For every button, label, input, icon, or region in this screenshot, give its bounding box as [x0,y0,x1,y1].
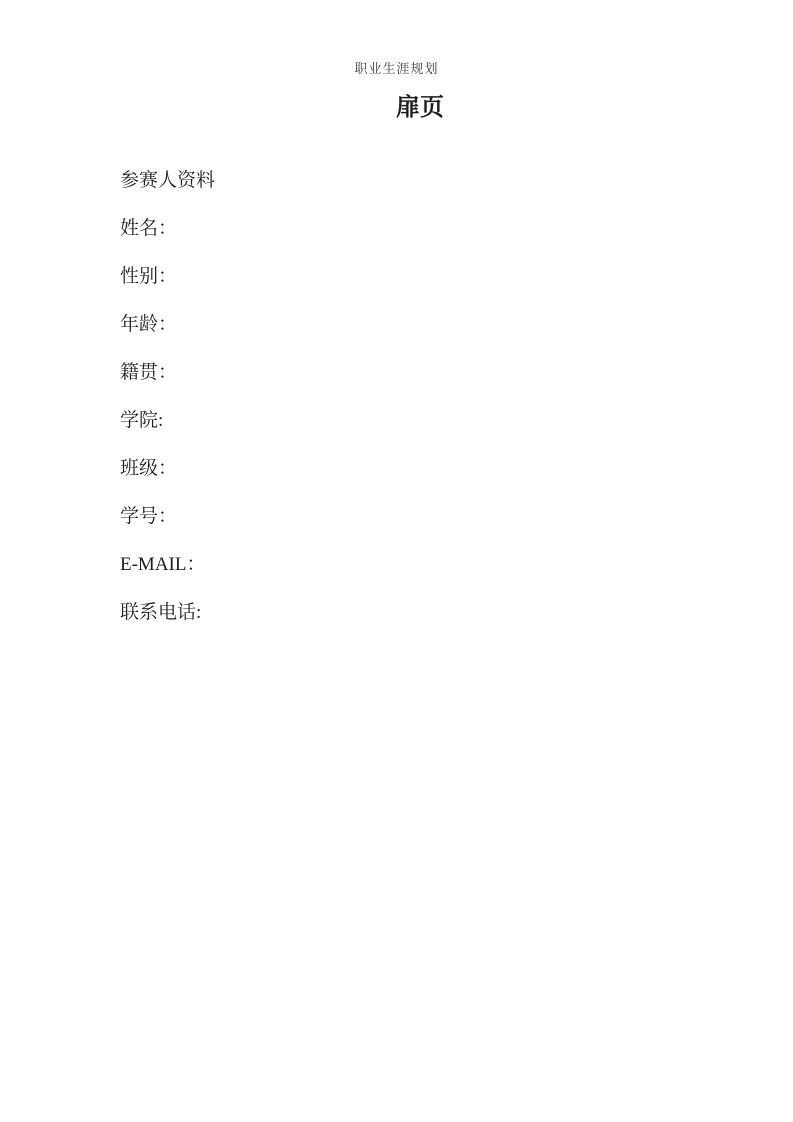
section-heading-participant-info: 参赛人资料 [120,170,216,191]
field-label-age: 年龄： [120,314,178,335]
field-label-name: 姓名： [120,218,178,239]
field-label-gender: 性别： [120,266,178,287]
field-label-native-place: 籍贯： [120,362,178,383]
page-header-text: 职业生涯规划 [354,61,439,76]
participant-info-section [120,170,215,650]
page-title: 扉页 [396,95,444,121]
field-label-college: 学院: [120,410,164,431]
field-label-class: 班级： [120,458,178,479]
field-label-student-id: 学号： [120,506,178,527]
field-label-email: E-MAIL： [120,554,206,575]
field-label-phone: 联系电话: [120,602,202,623]
